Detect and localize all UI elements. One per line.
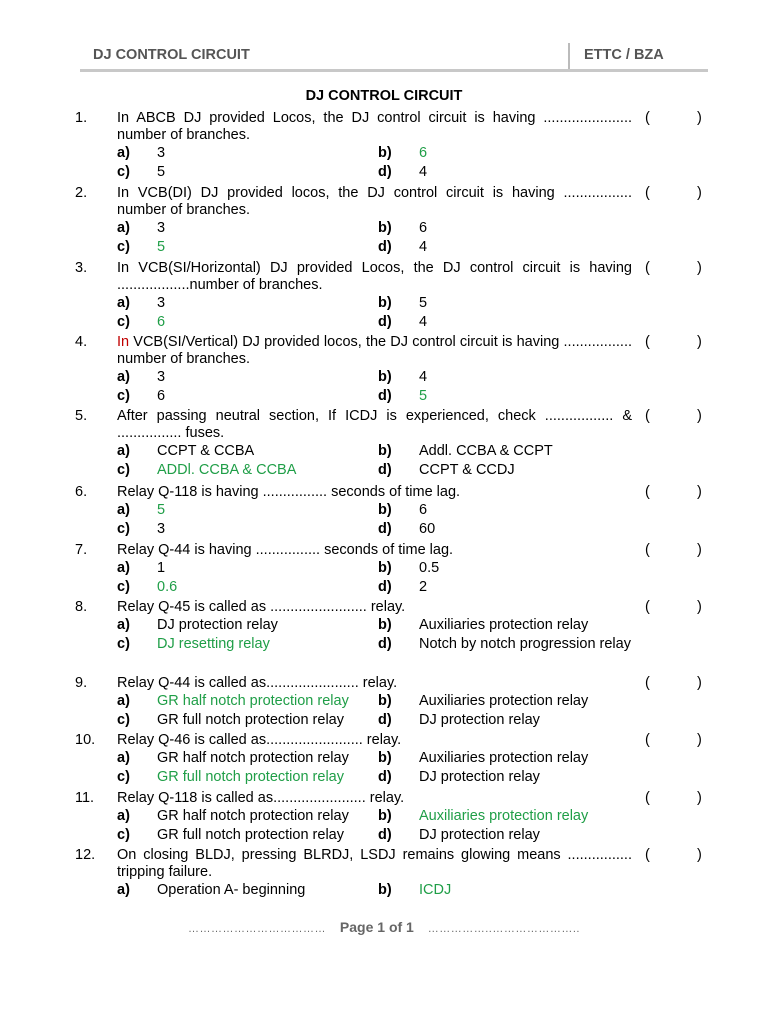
answer-box-open: ( — [645, 408, 650, 424]
option-row — [0, 749, 768, 768]
question-number: 2. — [75, 185, 88, 201]
option-letter: b) — [378, 693, 392, 709]
option-row — [0, 238, 768, 257]
option-letter: b) — [378, 808, 392, 824]
option-letter: c) — [117, 164, 130, 180]
option-letter: c) — [117, 239, 130, 255]
option-text: 0.5 — [419, 560, 440, 576]
option-text: 3 — [157, 220, 166, 236]
option-letter: d) — [378, 827, 392, 843]
option-letter: d) — [378, 579, 392, 595]
option-row — [0, 144, 768, 163]
page-number: Page 1 of 1 — [339, 919, 414, 935]
question-text-body: In VCB(SI/Horizontal) DJ provided Locos, the DJ control circuit is having ..................number of branches. — [117, 260, 632, 293]
option-letter: d) — [378, 314, 392, 330]
question-text-body: Relay Q-45 is called as ........................ relay. — [117, 599, 406, 615]
option-letter: a) — [117, 369, 130, 385]
option-letter: a) — [117, 502, 130, 518]
answer-box-open: ( — [645, 260, 650, 276]
option-letter: a) — [117, 443, 130, 459]
question-text-body: Relay Q-118 is having ................ seconds of time lag. — [117, 484, 461, 500]
question-text-prefix: In — [117, 334, 130, 350]
option-letter: c) — [117, 521, 130, 537]
question-item — [0, 185, 768, 257]
option-text: 6 — [157, 388, 166, 404]
answer-box-open: ( — [645, 110, 650, 126]
question-number: 8. — [75, 599, 88, 615]
option-text: 6 — [419, 145, 428, 161]
option-row — [0, 520, 768, 539]
question-number: 10. — [75, 732, 96, 748]
question-text-body: Relay Q-44 is called as....................... relay. — [117, 675, 398, 691]
option-text: 4 — [419, 164, 428, 180]
answer-box-close: ) — [697, 260, 702, 276]
option-text: GR full notch protection relay — [157, 827, 344, 843]
question-text — [117, 484, 632, 501]
option-text: 5 — [157, 164, 166, 180]
option-text: Notch by notch progression relay — [419, 636, 631, 652]
option-letter: a) — [117, 882, 130, 898]
question-text — [117, 185, 632, 219]
question-text-body: Relay Q-44 is having ................ seconds of time lag. — [117, 542, 454, 558]
option-letter: a) — [117, 560, 130, 576]
option-letter: d) — [378, 769, 392, 785]
question-text — [117, 790, 632, 807]
option-text: GR full notch protection relay — [157, 712, 344, 728]
question-text — [117, 260, 632, 294]
question-text — [117, 847, 632, 881]
answer-box-open: ( — [645, 185, 650, 201]
option-letter: b) — [378, 617, 392, 633]
question-item — [0, 732, 768, 787]
option-row — [0, 387, 768, 406]
question-number: 4. — [75, 334, 88, 350]
answer-box-open: ( — [645, 847, 650, 863]
question-text — [117, 675, 632, 692]
question-number: 1. — [75, 110, 88, 126]
option-text: 3 — [157, 521, 166, 537]
option-letter: d) — [378, 239, 392, 255]
answer-box-close: ) — [697, 110, 702, 126]
option-text: Auxiliaries protection relay — [419, 750, 589, 766]
option-letter: c) — [117, 827, 130, 843]
option-letter: b) — [378, 443, 392, 459]
option-text: 4 — [419, 239, 428, 255]
question-text-body: On closing BLDJ, pressing BLRDJ, LSDJ remains glowing means ................ tripping failure. — [117, 847, 632, 880]
option-text: DJ protection relay — [419, 712, 540, 728]
question-item — [0, 847, 768, 900]
option-letter: a) — [117, 693, 130, 709]
option-text: Auxiliaries protection relay — [419, 693, 589, 709]
answer-box-close: ) — [697, 542, 702, 558]
option-letter: a) — [117, 220, 130, 236]
answer-box-close: ) — [697, 484, 702, 500]
option-text: DJ protection relay — [157, 617, 278, 633]
option-letter: d) — [378, 636, 392, 652]
header-divider — [568, 43, 570, 71]
option-row — [0, 461, 768, 480]
page-footer — [0, 919, 768, 935]
header-title-left: DJ CONTROL CIRCUIT — [93, 47, 250, 63]
option-text: GR full notch protection relay — [157, 769, 344, 785]
answer-box-open: ( — [645, 732, 650, 748]
answer-box-close: ) — [697, 790, 702, 806]
option-text: Auxiliaries protection relay — [419, 808, 589, 824]
question-number: 12. — [75, 847, 96, 863]
option-text: 3 — [157, 145, 166, 161]
option-letter: d) — [378, 164, 392, 180]
option-text: DJ resetting relay — [157, 636, 270, 652]
option-text: 5 — [157, 239, 166, 255]
option-text: 5 — [419, 388, 428, 404]
option-row — [0, 313, 768, 332]
question-text-body: Relay Q-46 is called as........................ relay. — [117, 732, 402, 748]
question-text — [117, 732, 632, 749]
option-row — [0, 616, 768, 635]
answer-box-close: ) — [697, 732, 702, 748]
option-text: 60 — [419, 521, 436, 537]
option-letter: a) — [117, 145, 130, 161]
option-text: 6 — [419, 220, 428, 236]
option-text: Addl. CCBA & CCPT — [419, 443, 553, 459]
option-letter: a) — [117, 750, 130, 766]
option-row — [0, 442, 768, 461]
option-text: 5 — [157, 502, 166, 518]
answer-box-open: ( — [645, 484, 650, 500]
option-row — [0, 163, 768, 182]
option-text: 3 — [157, 369, 166, 385]
question-text-body: In VCB(DI) DJ provided locos, the DJ control circuit is having ................. number of branches. — [117, 185, 632, 218]
option-letter: c) — [117, 769, 130, 785]
answer-box-open: ( — [645, 790, 650, 806]
option-letter: a) — [117, 808, 130, 824]
question-number: 7. — [75, 542, 88, 558]
question-number: 11. — [75, 790, 95, 806]
option-letter: b) — [378, 560, 392, 576]
question-text — [117, 334, 632, 368]
option-row — [0, 219, 768, 238]
option-text: 4 — [419, 369, 428, 385]
option-row — [0, 768, 768, 787]
answer-box-open: ( — [645, 675, 650, 691]
option-row — [0, 711, 768, 730]
option-letter: a) — [117, 295, 130, 311]
option-row — [0, 578, 768, 597]
answer-box-close: ) — [697, 185, 702, 201]
question-text-body: In ABCB DJ provided Locos, the DJ control circuit is having ...................... number of branches. — [117, 110, 632, 143]
option-text: CCPT & CCBA — [157, 443, 255, 459]
question-number: 5. — [75, 408, 88, 424]
answer-box-open: ( — [645, 542, 650, 558]
option-letter: c) — [117, 579, 130, 595]
option-text: GR half notch protection relay — [157, 750, 349, 766]
question-number: 9. — [75, 675, 88, 691]
option-letter: c) — [117, 314, 130, 330]
option-text: ICDJ — [419, 882, 452, 898]
option-row — [0, 692, 768, 711]
option-letter: b) — [378, 295, 392, 311]
option-letter: b) — [378, 369, 392, 385]
page-title: DJ CONTROL CIRCUIT — [305, 88, 463, 104]
question-item — [0, 260, 768, 332]
header-rule — [80, 69, 708, 72]
header-title-right: ETTC / BZA — [584, 47, 664, 63]
option-text: Operation A- beginning — [157, 882, 306, 898]
question-item — [0, 408, 768, 480]
question-item — [0, 542, 768, 597]
option-letter: a) — [117, 617, 130, 633]
option-letter: b) — [378, 502, 392, 518]
question-text-body: Relay Q-118 is called as....................... relay. — [117, 790, 405, 806]
option-text: 1 — [157, 560, 166, 576]
option-letter: d) — [378, 712, 392, 728]
option-row — [0, 559, 768, 578]
option-text: 5 — [419, 295, 428, 311]
question-item — [0, 599, 768, 671]
option-text: 4 — [419, 314, 428, 330]
option-text: 2 — [419, 579, 428, 595]
option-letter: d) — [378, 388, 392, 404]
option-text: DJ protection relay — [419, 769, 540, 785]
answer-box-close: ) — [697, 334, 702, 350]
option-row — [0, 881, 768, 900]
question-text — [117, 599, 632, 616]
option-letter: c) — [117, 712, 130, 728]
question-item — [0, 110, 768, 182]
question-text — [117, 542, 632, 559]
option-letter: d) — [378, 521, 392, 537]
answer-box-close: ) — [697, 599, 702, 615]
option-row — [0, 826, 768, 845]
option-text: CCPT & CCDJ — [419, 462, 515, 478]
option-letter: b) — [378, 750, 392, 766]
option-text: 0.6 — [157, 579, 178, 595]
option-row — [0, 807, 768, 826]
option-text: 6 — [419, 502, 428, 518]
question-text-body: VCB(SI/Vertical) DJ provided locos, the DJ control circuit is having ................. number of branches. — [117, 334, 632, 367]
answer-box-open: ( — [645, 599, 650, 615]
option-row — [0, 635, 768, 671]
option-text: Auxiliaries protection relay — [419, 617, 589, 633]
option-letter: d) — [378, 462, 392, 478]
question-text — [117, 110, 632, 144]
question-text — [117, 408, 632, 442]
option-text: 3 — [157, 295, 166, 311]
option-row — [0, 501, 768, 520]
option-text: GR half notch protection relay — [157, 693, 349, 709]
answer-box-open: ( — [645, 334, 650, 350]
footer-right-dots: ……………..………………….. — [427, 923, 580, 935]
answer-box-close: ) — [697, 847, 702, 863]
option-row — [0, 368, 768, 387]
option-letter: c) — [117, 462, 130, 478]
question-item — [0, 675, 768, 730]
option-letter: b) — [378, 145, 392, 161]
option-row — [0, 294, 768, 313]
question-item — [0, 334, 768, 406]
answer-box-close: ) — [697, 675, 702, 691]
answer-box-close: ) — [697, 408, 702, 424]
question-item — [0, 484, 768, 539]
option-text: 6 — [157, 314, 166, 330]
option-text: ADDl. CCBA & CCBA — [157, 462, 297, 478]
question-number: 3. — [75, 260, 88, 276]
question-number: 6. — [75, 484, 88, 500]
option-text: DJ protection relay — [419, 827, 540, 843]
option-text: GR half notch protection relay — [157, 808, 349, 824]
option-letter: b) — [378, 882, 392, 898]
footer-left-dots: ……………………………… — [188, 923, 327, 935]
question-item — [0, 790, 768, 845]
option-letter: b) — [378, 220, 392, 236]
option-letter: c) — [117, 636, 130, 652]
option-letter: c) — [117, 388, 130, 404]
question-text-body: After passing neutral section, If ICDJ is experienced, check ................. & ................ fuses. — [117, 408, 632, 441]
